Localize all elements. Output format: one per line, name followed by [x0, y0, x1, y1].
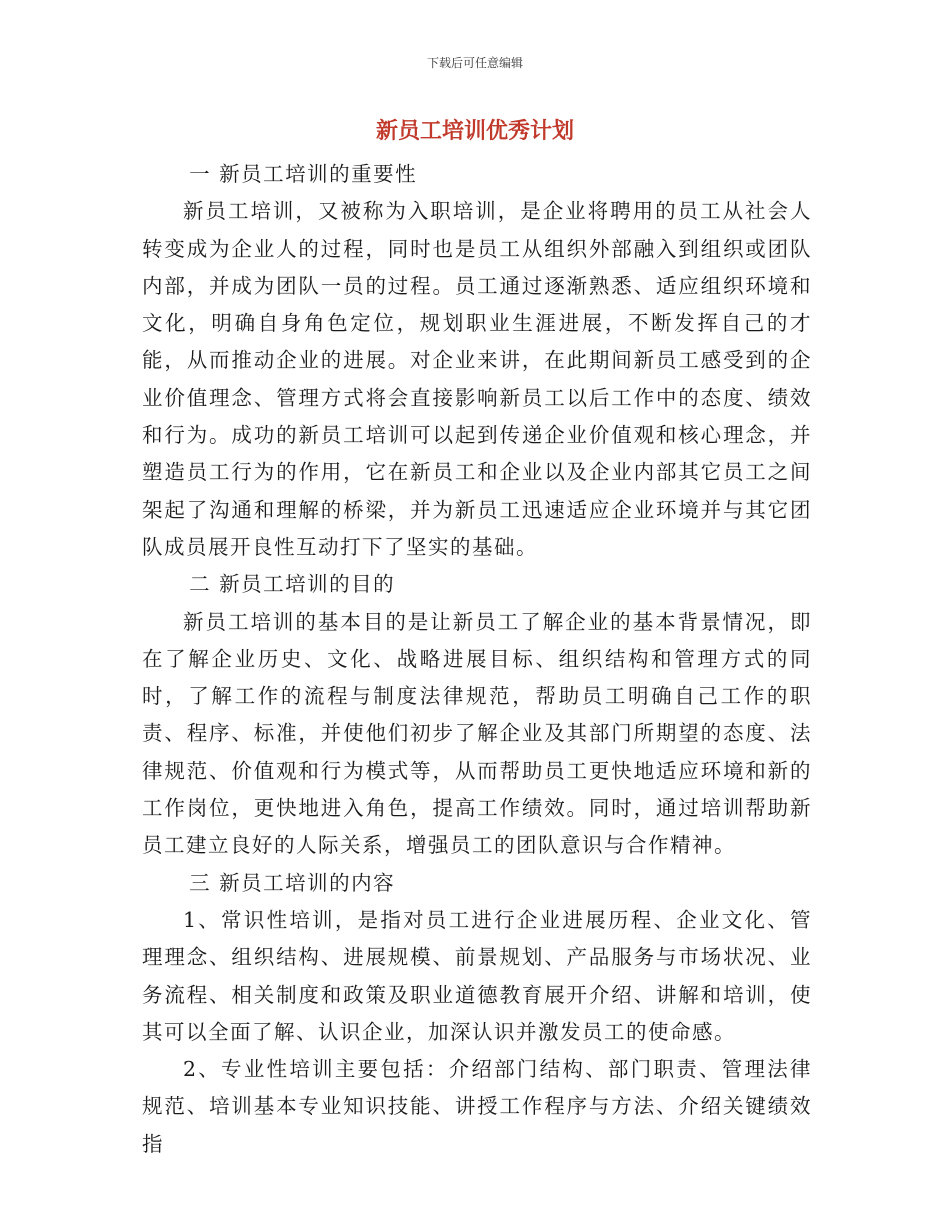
- section-heading-1: 一 新员工培训的重要性: [189, 162, 418, 186]
- document-title: 新员工培训优秀计划: [375, 119, 574, 144]
- paragraph-purpose: 新员工培训的基本目的是让新员工了解企业的基本背景情况，即在了解企业历史、文化、战略进展目标、组织结构和管理方式的同时，了解工作的流程与制度法律规范，帮助员工明确自己工作的职责、程序、标准，并使他们初步了解企业及其部门所期望的态度、法律规范、价值观和行为模式等，从而帮助员工更快地适应环境和新的工作岗位，更快地进入角色，提高工作绩效。同时，通过培训帮助新员工建立良好的人际关系，增强员工的团队意识与合作精神。: [142, 609, 812, 858]
- paragraph-importance: 新员工培训，又被称为入职培训，是企业将聘用的员工从社会人转变成为企业人的过程，同时也是员工从组织外部融入到组织或团队内部，并成为团队一员的过程。员工通过逐渐熟悉、适应组织环境和文化，明确自身角色定位，规划职业生涯进展，不断发挥自己的才能，从而推动企业的进展。对企业来讲，在此期间新员工感受到的企业价值理念、管理方式将会直接影响新员工以后工作中的态度、绩效和行为。成功的新员工培训可以起到传递企业价值观和核心理念，并塑造员工行为的作用，它在新员工和企业以及企业内部其它员工之间架起了沟通和理解的桥梁，并为新员工迅速适应企业环境并与其它团队成员展开良性互动打下了坚实的基础。: [142, 199, 812, 559]
- document-body: [142, 156, 812, 1163]
- header-note: 下载后可任意编辑: [426, 56, 523, 70]
- paragraph-content-2: 2、专业性培训主要包括：介绍部门结构、部门职责、管理法律规范、培训基本专业知识技能、讲授工作程序与方法、介绍关键绩效指: [142, 1057, 812, 1156]
- paragraph-content-1: 1、常识性培训，是指对员工进行企业进展历程、企业文化、管理理念、组织结构、进展规模、前景规划、产品服务与市场状况、业务流程、相关制度和政策及职业道德教育展开介绍、讲解和培训，使其可以全面了解、认识企业，加深认识并激发员工的使命感。: [142, 907, 812, 1044]
- section-heading-3: 三 新员工培训的内容: [189, 870, 396, 895]
- section-heading-2: 二 新员工培训的目的: [189, 572, 396, 597]
